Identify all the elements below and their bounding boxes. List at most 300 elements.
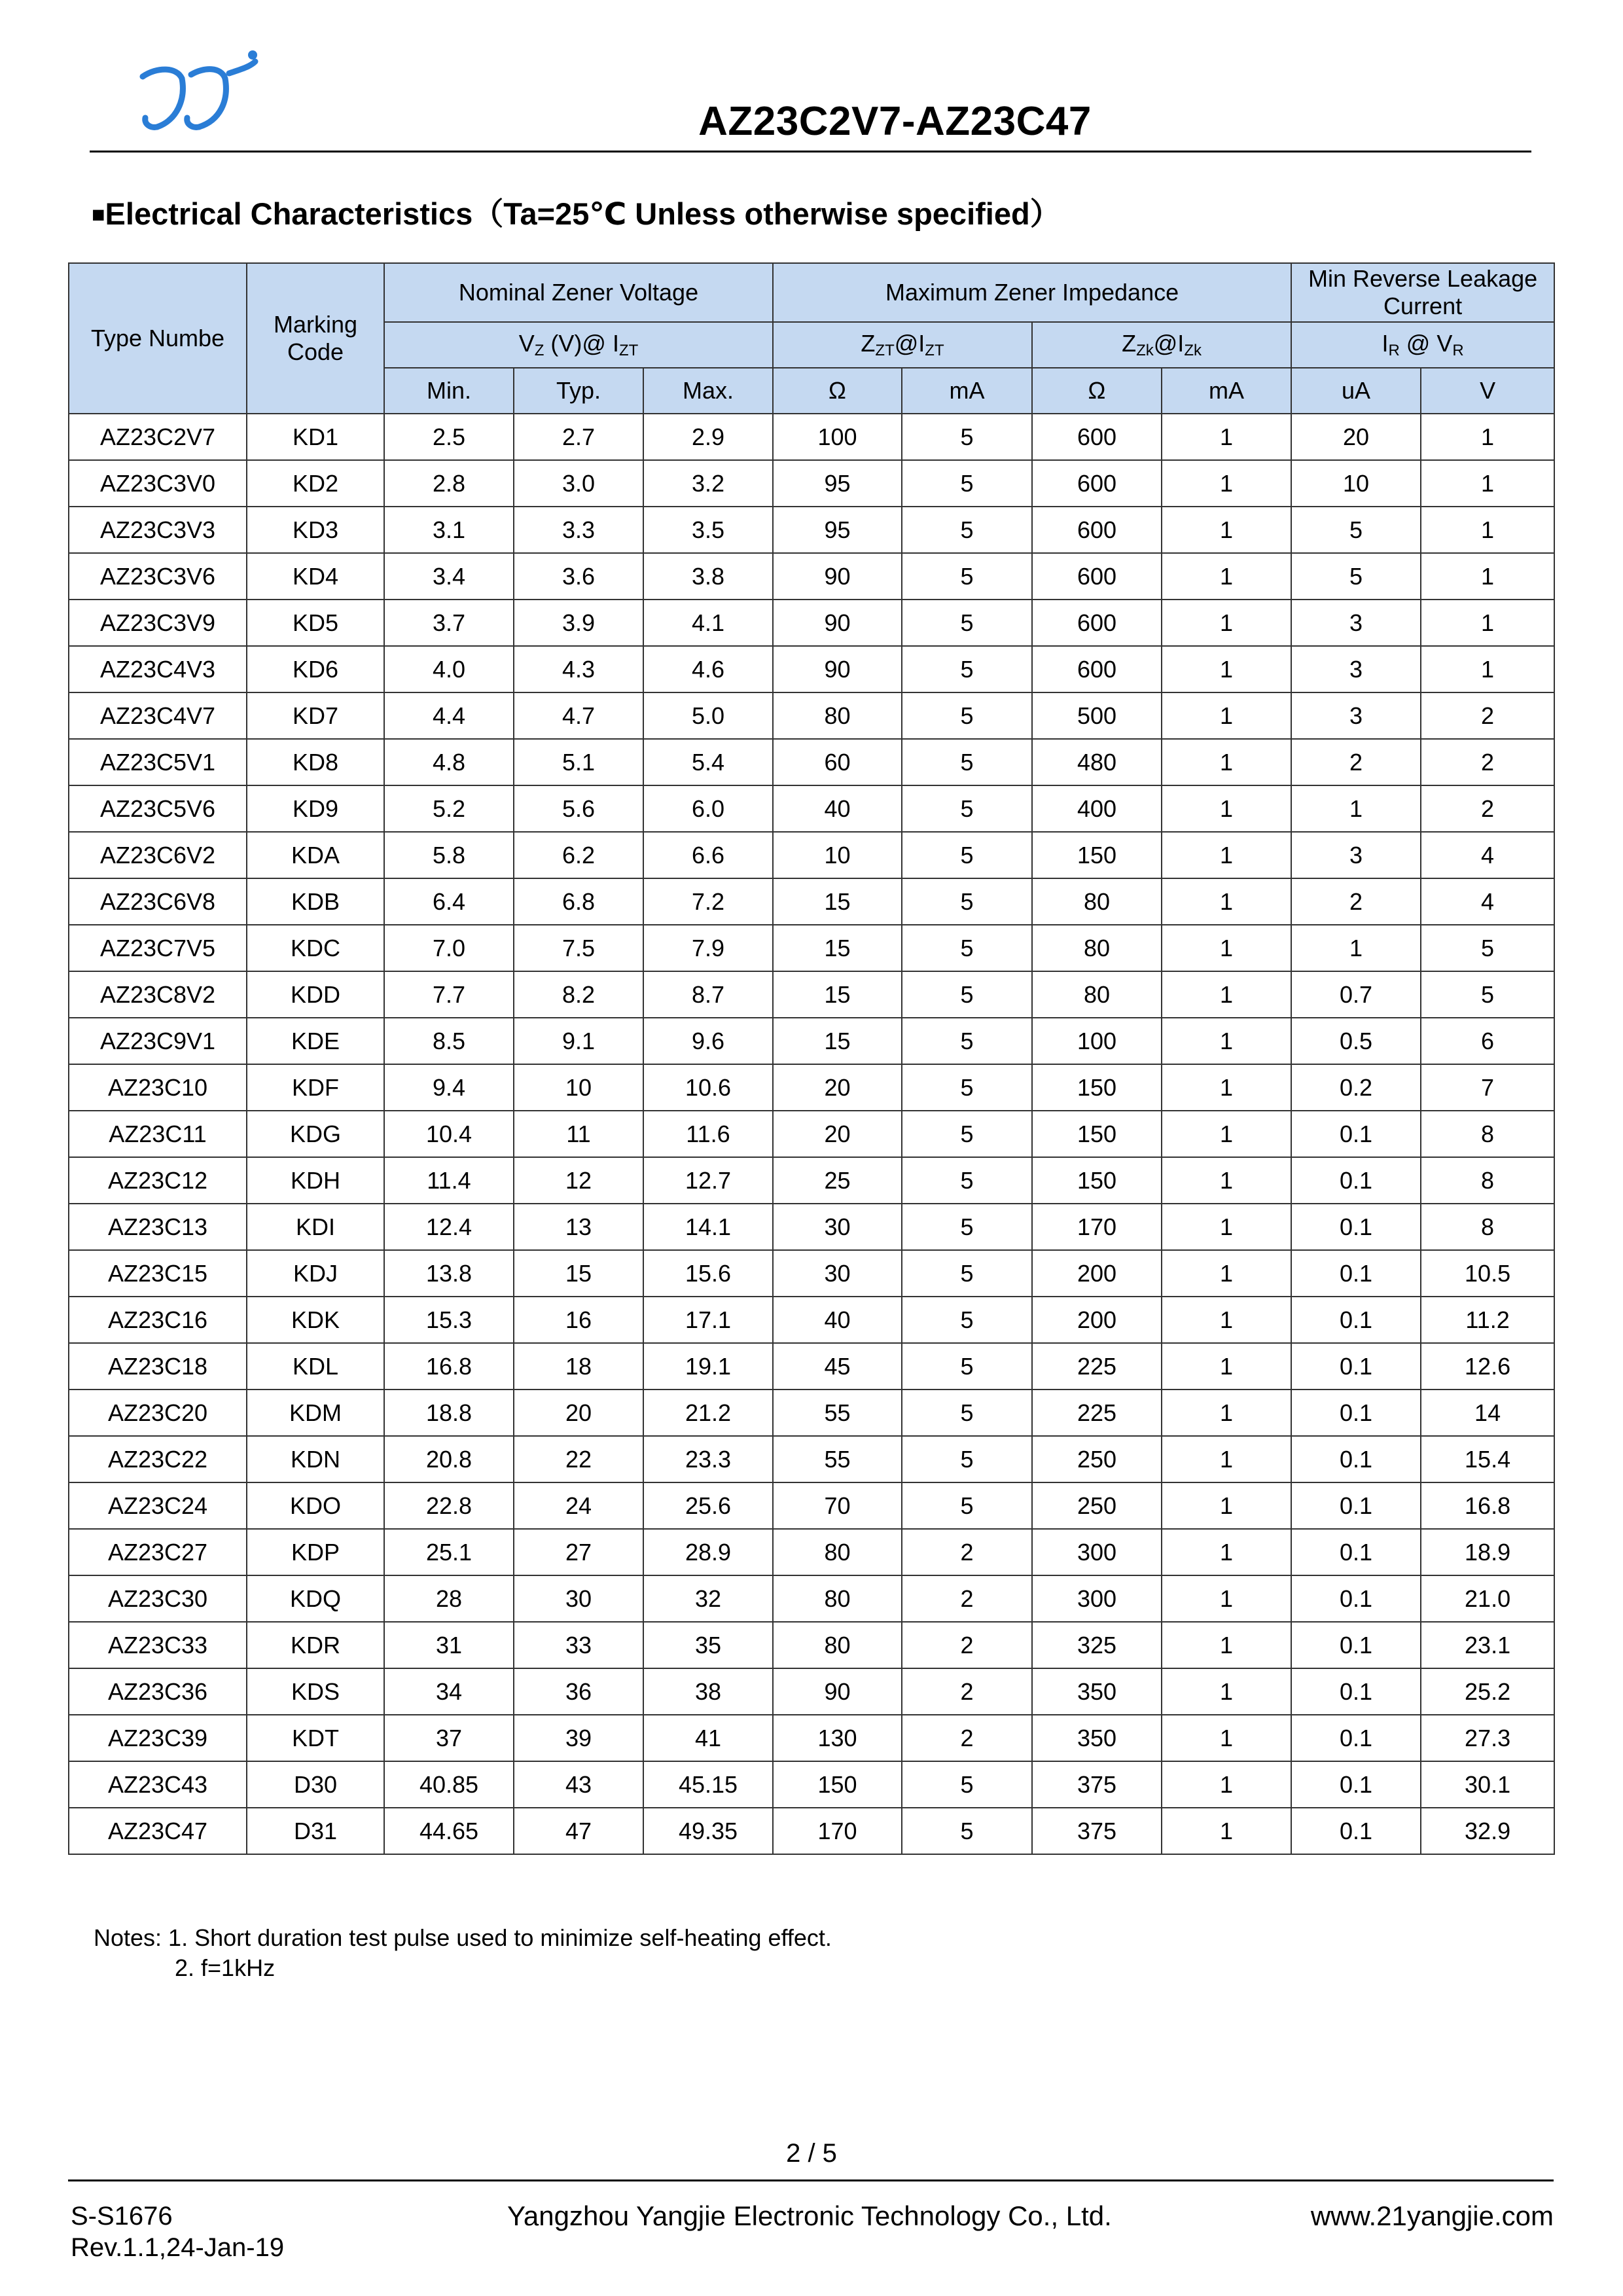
table-cell: AZ23C43 <box>69 1761 247 1808</box>
table-cell: 3 <box>1291 646 1421 692</box>
table-cell: 38 <box>643 1668 773 1715</box>
table-cell: 7.5 <box>514 925 643 971</box>
table-cell: 95 <box>773 460 902 507</box>
table-row <box>69 1622 1554 1668</box>
table-row <box>69 925 1554 971</box>
table-cell: 1 <box>1162 832 1291 878</box>
table-cell: 4 <box>1421 832 1554 878</box>
table-cell: 11.4 <box>384 1157 514 1204</box>
table-cell: 5 <box>902 507 1032 553</box>
table-cell: 0.1 <box>1291 1343 1421 1390</box>
table-cell: 19.1 <box>643 1343 773 1390</box>
table-cell: 25.6 <box>643 1482 773 1529</box>
table-cell: 1 <box>1162 1343 1291 1390</box>
table-cell: 49.35 <box>643 1808 773 1854</box>
table-cell: 1 <box>1421 600 1554 646</box>
table-cell: 30 <box>773 1250 902 1297</box>
table-cell: 16.8 <box>384 1343 514 1390</box>
table-cell: 0.1 <box>1291 1111 1421 1157</box>
company-name: Yangzhou Yangjie Electronic Technology Co., Ltd. <box>507 2200 1112 2231</box>
table-cell: 1 <box>1162 553 1291 600</box>
table-cell: 0.7 <box>1291 971 1421 1018</box>
table-cell: 4.8 <box>384 739 514 785</box>
table-cell: 350 <box>1032 1668 1162 1715</box>
unit-header: Min. <box>384 368 514 414</box>
table-cell: 0.1 <box>1291 1157 1421 1204</box>
table-cell: 90 <box>773 1668 902 1715</box>
table-cell: 0.1 <box>1291 1529 1421 1575</box>
footer-doc-info <box>71 2200 284 2263</box>
table-cell: 2 <box>902 1715 1032 1761</box>
table-cell: 30.1 <box>1421 1761 1554 1808</box>
table-cell: AZ23C30 <box>69 1575 247 1622</box>
table-cell: 130 <box>773 1715 902 1761</box>
unit-header: Ω <box>1032 368 1162 414</box>
table-cell: 80 <box>1032 878 1162 925</box>
page-number: 2 / 5 <box>786 2139 837 2168</box>
table-cell: 1 <box>1162 1575 1291 1622</box>
unit-header: Ω <box>773 368 902 414</box>
table-cell: 1 <box>1162 1436 1291 1482</box>
table-cell: 350 <box>1032 1715 1162 1761</box>
table-cell: 5 <box>902 692 1032 739</box>
table-cell: AZ23C2V7 <box>69 414 247 460</box>
table-cell: 5 <box>902 553 1032 600</box>
table-row <box>69 692 1554 739</box>
table-cell: D30 <box>247 1761 384 1808</box>
table-cell: 80 <box>1032 925 1162 971</box>
table-cell: KDA <box>247 832 384 878</box>
table-cell: 40.85 <box>384 1761 514 1808</box>
table-cell: 5 <box>902 832 1032 878</box>
table-row <box>69 1715 1554 1761</box>
table-cell: 20 <box>514 1390 643 1436</box>
table-cell: 6.0 <box>643 785 773 832</box>
marking-code-header: Marking Code <box>247 263 384 414</box>
table-cell: 3.7 <box>384 600 514 646</box>
table-cell: 23.3 <box>643 1436 773 1482</box>
table-cell: 10 <box>514 1064 643 1111</box>
table-cell: 1 <box>1162 646 1291 692</box>
table-cell: 2 <box>902 1668 1032 1715</box>
table-cell: 33 <box>514 1622 643 1668</box>
table-cell: AZ23C13 <box>69 1204 247 1250</box>
table-cell: 47 <box>514 1808 643 1854</box>
table-cell: 200 <box>1032 1250 1162 1297</box>
note-1: Notes: 1. Short duration test pulse used to minimize self-heating effect. <box>94 1924 832 1951</box>
table-row <box>69 739 1554 785</box>
table-cell: KDD <box>247 971 384 1018</box>
table-cell: 5 <box>902 1761 1032 1808</box>
table-cell: 18.8 <box>384 1390 514 1436</box>
table-row <box>69 1482 1554 1529</box>
table-cell: 5.0 <box>643 692 773 739</box>
table-cell: 36 <box>514 1668 643 1715</box>
table-cell: 8.7 <box>643 971 773 1018</box>
table-cell: 15 <box>773 971 902 1018</box>
table-cell: 1 <box>1162 1761 1291 1808</box>
table-cell: KDH <box>247 1157 384 1204</box>
table-cell: 9.6 <box>643 1018 773 1064</box>
table-cell: 0.5 <box>1291 1018 1421 1064</box>
table-cell: 30 <box>773 1204 902 1250</box>
table-cell: 1 <box>1162 1622 1291 1668</box>
table-cell: 0.1 <box>1291 1436 1421 1482</box>
table-cell: 3.9 <box>514 600 643 646</box>
table-cell: 150 <box>1032 1157 1162 1204</box>
table-cell: KDS <box>247 1668 384 1715</box>
table-cell: AZ23C22 <box>69 1436 247 1482</box>
table-row <box>69 460 1554 507</box>
table-cell: 7 <box>1421 1064 1554 1111</box>
table-cell: 27.3 <box>1421 1715 1554 1761</box>
table-cell: 1 <box>1162 1668 1291 1715</box>
table-cell: 20 <box>1291 414 1421 460</box>
table-cell: 2 <box>1291 878 1421 925</box>
table-cell: KD5 <box>247 600 384 646</box>
table-cell: 150 <box>1032 1111 1162 1157</box>
table-cell: KDL <box>247 1343 384 1390</box>
table-cell: 11.6 <box>643 1111 773 1157</box>
table-cell: 1 <box>1421 507 1554 553</box>
table-cell: AZ23C20 <box>69 1390 247 1436</box>
table-cell: 7.0 <box>384 925 514 971</box>
table-cell: AZ23C4V7 <box>69 692 247 739</box>
table-cell: 150 <box>1032 1064 1162 1111</box>
table-cell: 2.7 <box>514 414 643 460</box>
table-cell: 28 <box>384 1575 514 1622</box>
table-cell: 100 <box>1032 1018 1162 1064</box>
table-row <box>69 553 1554 600</box>
table-cell: 1 <box>1291 925 1421 971</box>
table-cell: AZ23C36 <box>69 1668 247 1715</box>
table-cell: 5 <box>902 1436 1032 1482</box>
table-cell: 5 <box>902 925 1032 971</box>
table-cell: 1 <box>1421 553 1554 600</box>
table-cell: 7.9 <box>643 925 773 971</box>
table-cell: KDQ <box>247 1575 384 1622</box>
table-cell: KDO <box>247 1482 384 1529</box>
table-cell: 15 <box>773 925 902 971</box>
header-divider <box>90 151 1531 152</box>
document-title: AZ23C2V7-AZ23C47 <box>698 99 1092 144</box>
table-cell: KDN <box>247 1436 384 1482</box>
table-cell: 170 <box>1032 1204 1162 1250</box>
table-cell: 5 <box>902 1018 1032 1064</box>
revision: Rev.1.1,24-Jan-19 <box>71 2233 285 2262</box>
table-cell: AZ23C5V6 <box>69 785 247 832</box>
table-cell: 45 <box>773 1343 902 1390</box>
table-row <box>69 1436 1554 1482</box>
table-cell: 1 <box>1162 692 1291 739</box>
table-cell: 21.0 <box>1421 1575 1554 1622</box>
table-cell: 7.2 <box>643 878 773 925</box>
table-cell: 100 <box>773 414 902 460</box>
table-cell: 18.9 <box>1421 1529 1554 1575</box>
table-cell: 12.6 <box>1421 1343 1554 1390</box>
table-cell: 5 <box>902 1390 1032 1436</box>
table-row <box>69 1018 1554 1064</box>
table-cell: 1 <box>1162 1529 1291 1575</box>
table-cell: 1 <box>1162 785 1291 832</box>
unit-header: V <box>1421 368 1554 414</box>
table-cell: AZ23C3V9 <box>69 600 247 646</box>
table-cell: AZ23C6V8 <box>69 878 247 925</box>
table-row <box>69 1668 1554 1715</box>
table-cell: D31 <box>247 1808 384 1854</box>
table-cell: 4.0 <box>384 646 514 692</box>
table-cell: 25.1 <box>384 1529 514 1575</box>
table-cell: 600 <box>1032 507 1162 553</box>
ir-condition-header: $I_R$ @ $V_R$ <box>1291 322 1554 368</box>
table-cell: 12 <box>514 1157 643 1204</box>
table-cell: 55 <box>773 1390 902 1436</box>
max-zener-impedance-header: Maximum Zener Impedance <box>773 263 1291 322</box>
table-cell: AZ23C15 <box>69 1250 247 1297</box>
table-cell: 5 <box>902 1157 1032 1204</box>
table-cell: 3.4 <box>384 553 514 600</box>
table-cell: 0.1 <box>1291 1715 1421 1761</box>
table-cell: 1 <box>1291 785 1421 832</box>
table-cell: 6.2 <box>514 832 643 878</box>
table-cell: 8 <box>1421 1204 1554 1250</box>
table-cell: 80 <box>773 692 902 739</box>
table-cell: 0.1 <box>1291 1204 1421 1250</box>
nominal-zener-voltage-header: Nominal Zener Voltage <box>384 263 773 322</box>
table-cell: AZ23C9V1 <box>69 1018 247 1064</box>
table-cell: 5 <box>902 1111 1032 1157</box>
table-cell: 375 <box>1032 1808 1162 1854</box>
table-cell: 39 <box>514 1715 643 1761</box>
doc-code: S-S1676 <box>71 2202 173 2231</box>
table-cell: 5 <box>902 1250 1032 1297</box>
table-cell: 90 <box>773 646 902 692</box>
table-cell: 1 <box>1421 646 1554 692</box>
zzt-condition-header: $Z_{ZT}@I_{ZT}$ <box>773 322 1032 368</box>
table-cell: KDR <box>247 1622 384 1668</box>
table-cell: 2 <box>1421 739 1554 785</box>
table-cell: 4.7 <box>514 692 643 739</box>
table-cell: 5 <box>902 646 1032 692</box>
table-cell: 2 <box>902 1622 1032 1668</box>
table-cell: 15 <box>773 1018 902 1064</box>
table-row <box>69 1111 1554 1157</box>
table-cell: 8.5 <box>384 1018 514 1064</box>
table-cell: 8 <box>1421 1157 1554 1204</box>
table-cell: 1 <box>1421 460 1554 507</box>
table-cell: 34 <box>384 1668 514 1715</box>
section-heading <box>92 190 1061 234</box>
table-cell: 1 <box>1421 414 1554 460</box>
table-cell: 44.65 <box>384 1808 514 1854</box>
table-cell: KDG <box>247 1111 384 1157</box>
table-body <box>69 414 1554 1854</box>
table-cell: 5 <box>902 460 1032 507</box>
table-cell: KD1 <box>247 414 384 460</box>
table-cell: 5 <box>902 1297 1032 1343</box>
table-cell: 15.6 <box>643 1250 773 1297</box>
table-cell: 15.4 <box>1421 1436 1554 1482</box>
table-cell: 1 <box>1162 1390 1291 1436</box>
table-cell: 2 <box>902 1575 1032 1622</box>
table-cell: 0.1 <box>1291 1575 1421 1622</box>
unit-header: Max. <box>643 368 773 414</box>
table-cell: 2.9 <box>643 414 773 460</box>
table-row <box>69 1297 1554 1343</box>
table-cell: 5 <box>1421 971 1554 1018</box>
table-cell: AZ23C18 <box>69 1343 247 1390</box>
table-cell: 0.1 <box>1291 1622 1421 1668</box>
table-cell: 5 <box>902 414 1032 460</box>
table-cell: 5 <box>902 971 1032 1018</box>
table-cell: 31 <box>384 1622 514 1668</box>
table-cell: 1 <box>1162 507 1291 553</box>
table-cell: AZ23C47 <box>69 1808 247 1854</box>
table-cell: 40 <box>773 1297 902 1343</box>
table-cell: 4.3 <box>514 646 643 692</box>
table-cell: 8 <box>1421 1111 1554 1157</box>
heading-bullet: ■ <box>92 202 105 227</box>
table-cell: 5 <box>1291 553 1421 600</box>
table-cell: 0.2 <box>1291 1064 1421 1111</box>
table-cell: 21.2 <box>643 1390 773 1436</box>
table-row <box>69 785 1554 832</box>
table-cell: 5 <box>902 600 1032 646</box>
table-cell: KDM <box>247 1390 384 1436</box>
table-cell: 43 <box>514 1761 643 1808</box>
table-cell: 15 <box>773 878 902 925</box>
table-cell: 4.1 <box>643 600 773 646</box>
table-cell: 170 <box>773 1808 902 1854</box>
table-cell: 20 <box>773 1064 902 1111</box>
table-cell: 9.4 <box>384 1064 514 1111</box>
table-cell: 23.1 <box>1421 1622 1554 1668</box>
table-cell: 35 <box>643 1622 773 1668</box>
table-cell: 13 <box>514 1204 643 1250</box>
table-cell: 55 <box>773 1436 902 1482</box>
table-cell: 60 <box>773 739 902 785</box>
table-cell: 6 <box>1421 1018 1554 1064</box>
table-row <box>69 1157 1554 1204</box>
heading-text: Electrical Characteristics（Ta=25℃ Unless otherwise specified） <box>105 196 1061 231</box>
table-cell: 22 <box>514 1436 643 1482</box>
table-cell: 3 <box>1291 600 1421 646</box>
table-cell: AZ23C33 <box>69 1622 247 1668</box>
table-cell: 3 <box>1291 692 1421 739</box>
table-cell: 8.2 <box>514 971 643 1018</box>
table-cell: 2 <box>1421 692 1554 739</box>
table-cell: 3.3 <box>514 507 643 553</box>
table-row <box>69 1250 1554 1297</box>
table-cell: KD9 <box>247 785 384 832</box>
table-cell: AZ23C11 <box>69 1111 247 1157</box>
table-cell: KDF <box>247 1064 384 1111</box>
table-cell: 300 <box>1032 1529 1162 1575</box>
table-row <box>69 414 1554 460</box>
table-cell: 1 <box>1162 1018 1291 1064</box>
table-cell: 10.4 <box>384 1111 514 1157</box>
table-cell: KD4 <box>247 553 384 600</box>
table-cell: 3.6 <box>514 553 643 600</box>
table-cell: 1 <box>1162 1715 1291 1761</box>
table-cell: 1 <box>1162 1111 1291 1157</box>
table-cell: 325 <box>1032 1622 1162 1668</box>
table-cell: 22.8 <box>384 1482 514 1529</box>
table-cell: 70 <box>773 1482 902 1529</box>
table-cell: 5 <box>902 1808 1032 1854</box>
table-cell: 1 <box>1162 739 1291 785</box>
table-cell: 1 <box>1162 600 1291 646</box>
table-cell: 250 <box>1032 1482 1162 1529</box>
table-cell: 600 <box>1032 646 1162 692</box>
table-cell: 1 <box>1162 460 1291 507</box>
table-row <box>69 507 1554 553</box>
table-row <box>69 1343 1554 1390</box>
table-cell: 10.6 <box>643 1064 773 1111</box>
table-cell: 150 <box>773 1761 902 1808</box>
website-link[interactable]: www.21yangjie.com <box>1310 2200 1554 2231</box>
table-cell: 600 <box>1032 553 1162 600</box>
table-cell: 3.5 <box>643 507 773 553</box>
table-cell: 9.1 <box>514 1018 643 1064</box>
table-cell: 95 <box>773 507 902 553</box>
table-cell: KDI <box>247 1204 384 1250</box>
table-cell: 0.1 <box>1291 1297 1421 1343</box>
table-cell: 12.4 <box>384 1204 514 1250</box>
table-row <box>69 1761 1554 1808</box>
table-cell: KDE <box>247 1018 384 1064</box>
table-cell: 5 <box>902 1204 1032 1250</box>
table-cell: 375 <box>1032 1761 1162 1808</box>
table-cell: 10 <box>1291 460 1421 507</box>
table-cell: 10 <box>773 832 902 878</box>
table-cell: 14.1 <box>643 1204 773 1250</box>
table-cell: 14 <box>1421 1390 1554 1436</box>
table-cell: 5 <box>902 878 1032 925</box>
table-cell: 30 <box>514 1575 643 1622</box>
table-cell: 0.1 <box>1291 1390 1421 1436</box>
table-cell: 13.8 <box>384 1250 514 1297</box>
table-cell: 2 <box>1291 739 1421 785</box>
table-cell: 5 <box>902 1064 1032 1111</box>
table-cell: 5 <box>902 1482 1032 1529</box>
table-cell: 80 <box>773 1622 902 1668</box>
unit-header: mA <box>902 368 1032 414</box>
table-cell: KD3 <box>247 507 384 553</box>
table-cell: 5 <box>1291 507 1421 553</box>
table-cell: 225 <box>1032 1343 1162 1390</box>
table-cell: 3.0 <box>514 460 643 507</box>
table-cell: 32 <box>643 1575 773 1622</box>
footer-divider <box>68 2179 1554 2181</box>
table-cell: 5 <box>1421 925 1554 971</box>
table-row <box>69 971 1554 1018</box>
table-cell: 5.8 <box>384 832 514 878</box>
table-cell: 500 <box>1032 692 1162 739</box>
zzk-condition-header: $Z_{Zk}@I_{Zk}$ <box>1032 322 1291 368</box>
unit-header: mA <box>1162 368 1291 414</box>
table-row <box>69 646 1554 692</box>
table-cell: 6.4 <box>384 878 514 925</box>
unit-header: uA <box>1291 368 1421 414</box>
table-cell: 80 <box>773 1529 902 1575</box>
table-cell: KD7 <box>247 692 384 739</box>
table-cell: 4 <box>1421 878 1554 925</box>
table-cell: 1 <box>1162 1297 1291 1343</box>
table-cell: AZ23C12 <box>69 1157 247 1204</box>
table-cell: 20 <box>773 1111 902 1157</box>
table-cell: AZ23C6V2 <box>69 832 247 878</box>
